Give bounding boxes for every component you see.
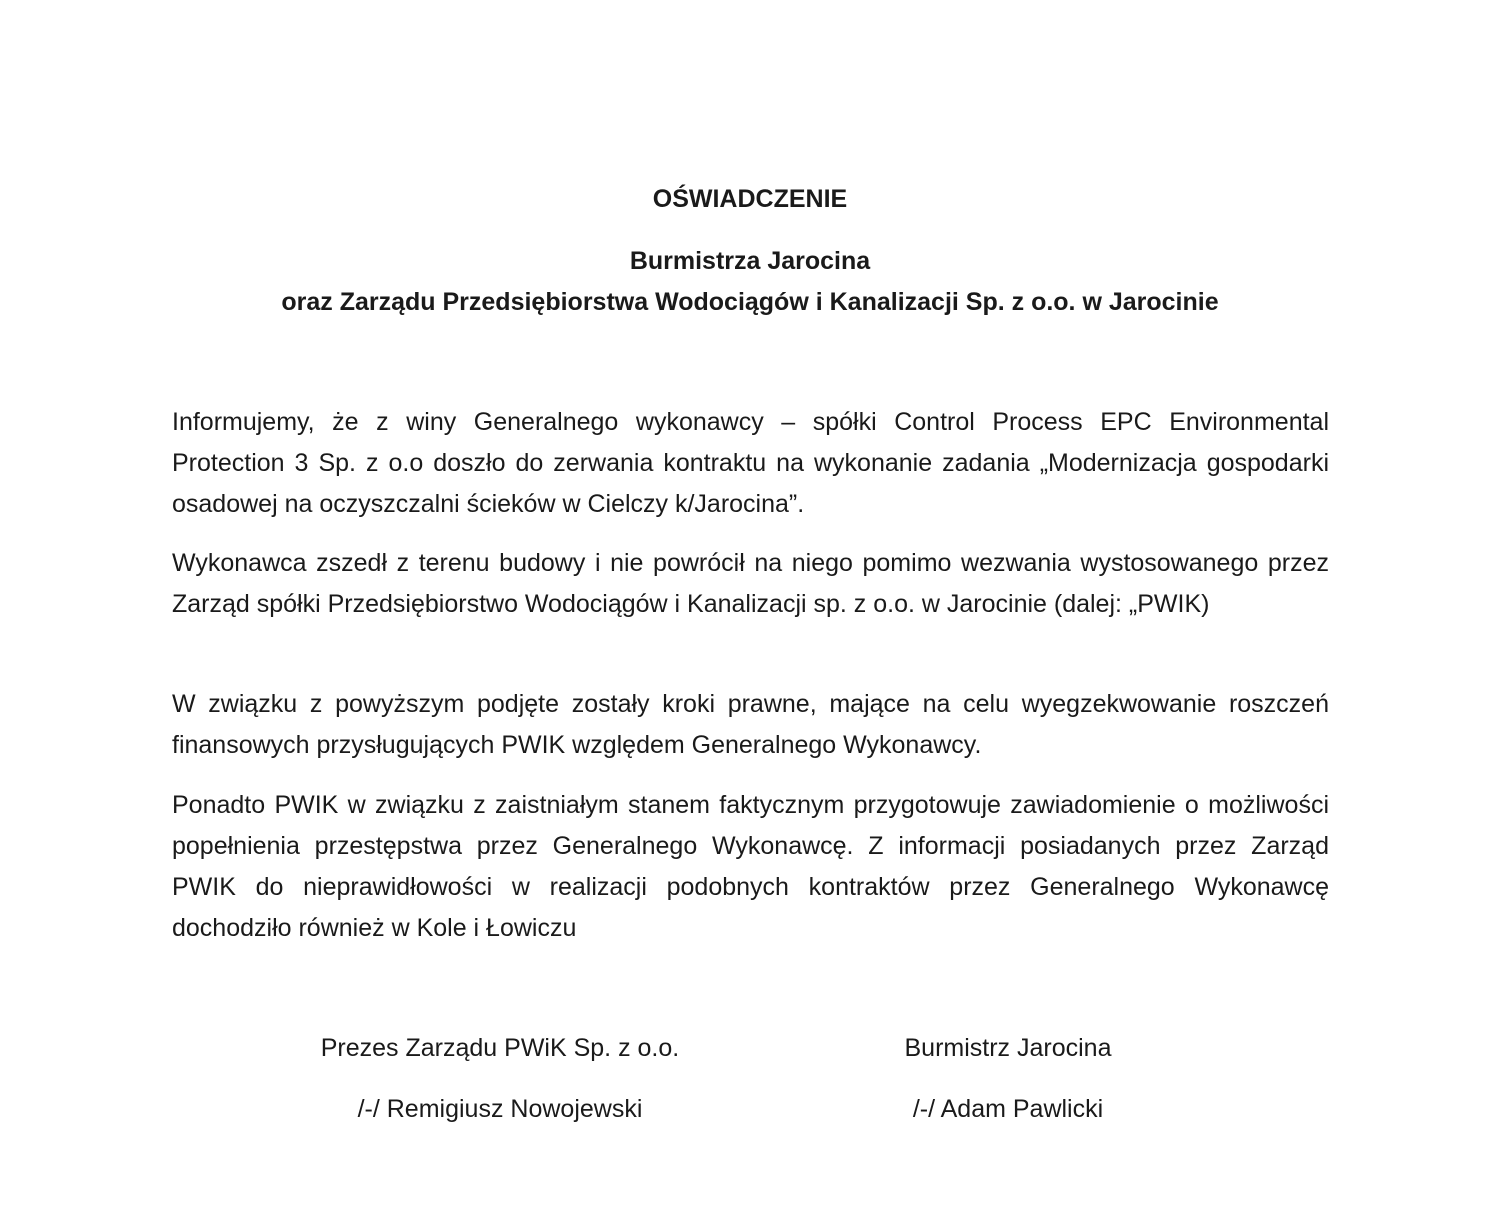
document-subtitle-line2: oraz Zarządu Przedsiębiorstwa Wodociągów i Kanalizacji Sp. z o.o. w Jarocinie: [281, 288, 1219, 316]
document-subtitle-line1: Burmistrza Jarocina: [629, 247, 871, 275]
signature-block-pwik: [240, 1031, 760, 1126]
paragraph-contract-termination: Informujemy, że z winy Generalnego wykonawcy – spółki Control Process EPC Environmental Protection 3 Sp. z o.o doszło do zerwania kontraktu na wykonanie zadania „Modernizacja gospodarki osadowej na oczyszczalni ścieków w Cielczy k/Jarocina”.: [172, 408, 1329, 518]
signature-name-mayor: /-/ Adam Pawlicki: [912, 1095, 1104, 1123]
signature-name-pwik: /-/ Remigiusz Nowojewski: [357, 1095, 643, 1123]
document-title: OŚWIADCZENIE: [652, 185, 848, 213]
signature-role-mayor: Burmistrz Jarocina: [904, 1034, 1112, 1062]
paragraph-crime-notification: Ponadto PWIK w związku z zaistniałym stanem faktycznym przygotowuje zawiadomienie o możliwości popełnienia przestępstwa przez Generalnego Wykonawcę. Z informacji posiadanych przez Zarząd PWIK do nieprawidłowości w realizacji podobnych kontraktów przez Generalnego Wykonawcę dochodziło również w Kole i Łowiczu: [172, 791, 1329, 942]
signature-block-mayor: [748, 1031, 1268, 1126]
paragraph-contractor-left-site: Wykonawca zszedł z terenu budowy i nie powrócił na niego pomimo wezwania wystosowanego przez Zarząd spółki Przedsiębiorstwo Wodociągów i Kanalizacji sp. z o.o. w Jarocinie (dalej: „PWIK): [172, 549, 1329, 618]
signature-role-pwik: Prezes Zarządu PWiK Sp. z o.o.: [320, 1034, 680, 1062]
paragraph-legal-steps: W związku z powyższym podjęte zostały kroki prawne, mające na celu wyegzekwowanie roszczeń finansowych przysługujących PWIK względem Generalnego Wykonawcy.: [172, 690, 1329, 759]
